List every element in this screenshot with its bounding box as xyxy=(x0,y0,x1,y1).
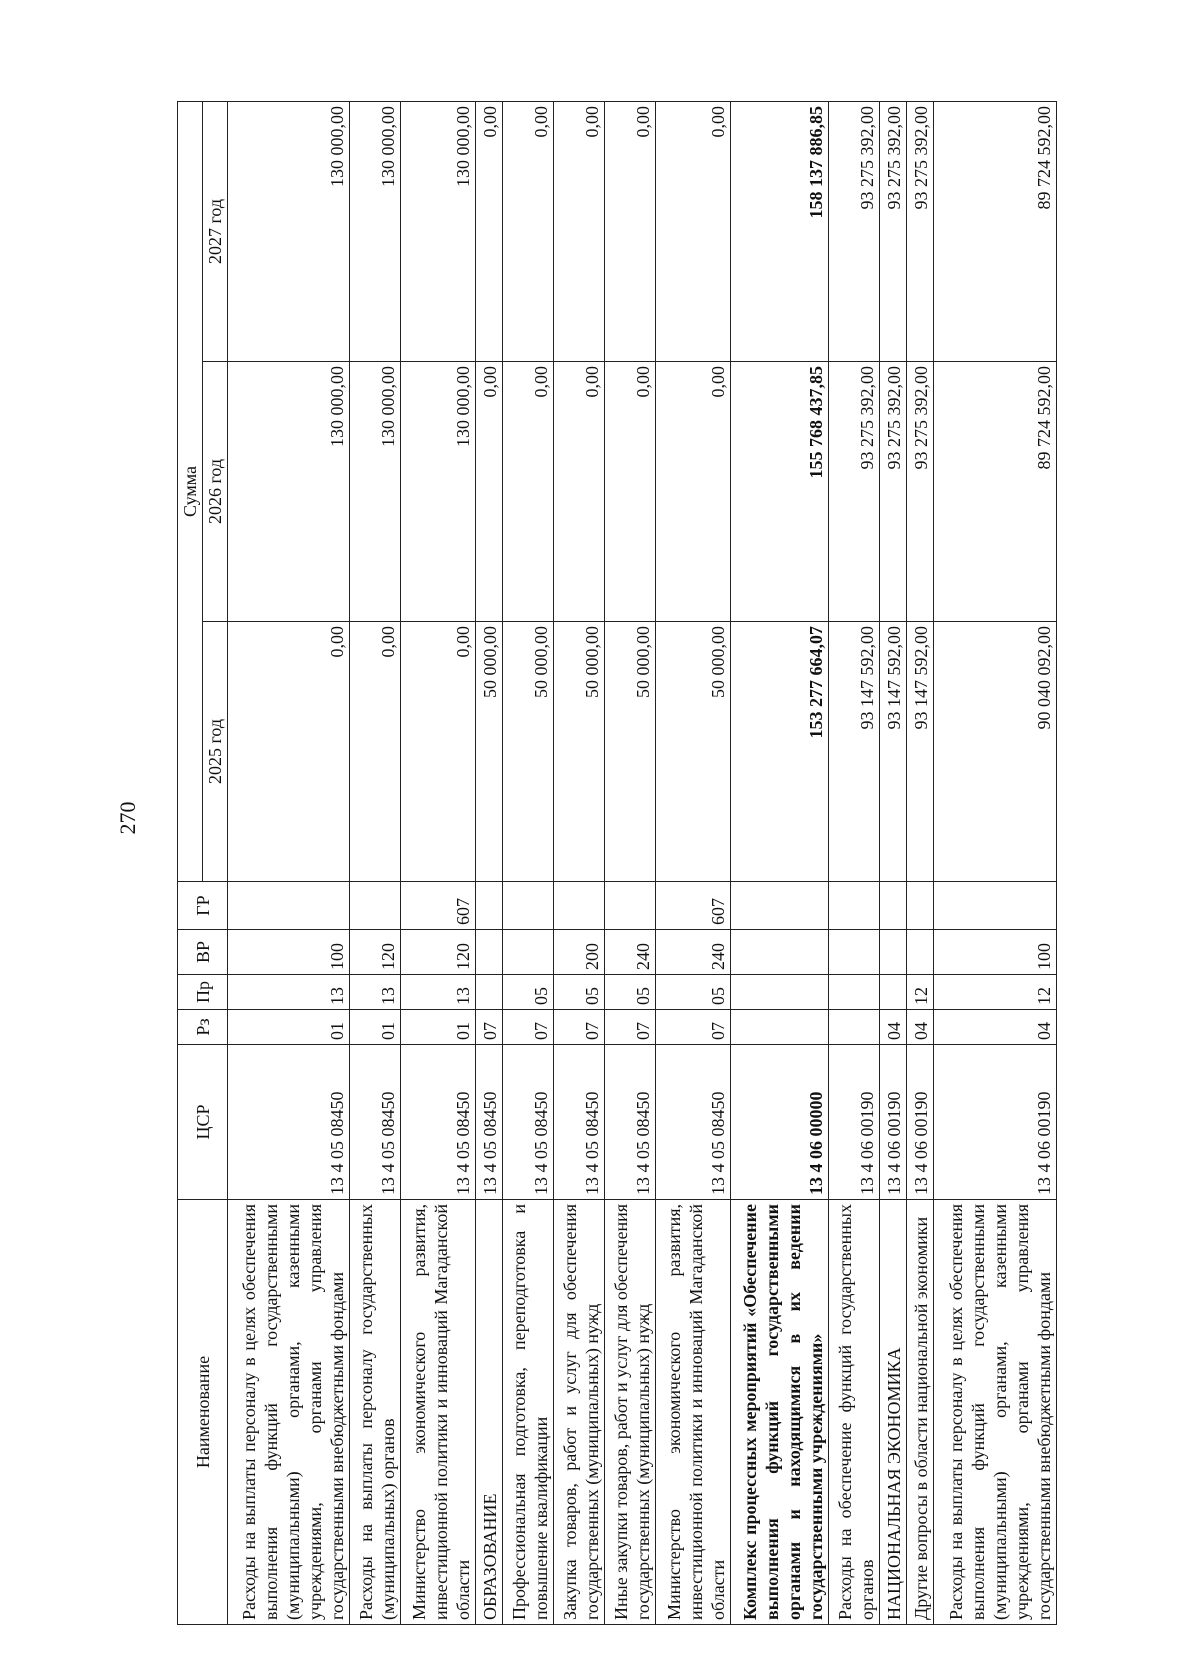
cell-rz xyxy=(829,1010,880,1045)
header-name: Наименование xyxy=(178,1200,228,1625)
cell-vr: 120 xyxy=(350,930,401,975)
cell-2025: 0,00 xyxy=(401,622,476,882)
table-row xyxy=(934,101,1057,1624)
cell-rz: 07 xyxy=(503,1010,554,1045)
cell-name: Министерство экономического развития, инвестиционной политики и инноваций Магаданской области xyxy=(655,1200,730,1625)
cell-2025: 0,00 xyxy=(228,622,350,882)
cell-pr: 12 xyxy=(934,975,1057,1010)
cell-rz: 04 xyxy=(880,1010,907,1045)
cell-csr: 13 4 05 08450 xyxy=(554,1045,605,1200)
cell-rz: 04 xyxy=(934,1010,1057,1045)
cell-csr: 13 4 05 08450 xyxy=(655,1045,730,1200)
cell-gr: 607 xyxy=(401,882,476,930)
table-row xyxy=(476,101,503,1624)
cell-rz: 01 xyxy=(228,1010,350,1045)
cell-name: Расходы на выплаты персоналу в целях обеспечения выполнения функций государственными (муниципальными) органами, казенными учреждениями, органами управления государственными внебюджетными фондами xyxy=(228,1200,350,1625)
cell-vr: 120 xyxy=(401,930,476,975)
cell-pr: 05 xyxy=(503,975,554,1010)
cell-vr: 240 xyxy=(655,930,730,975)
table-row xyxy=(350,101,401,1624)
cell-2026: 0,00 xyxy=(503,362,554,622)
cell-gr xyxy=(228,882,350,930)
header-2025: 2025 год xyxy=(203,622,228,882)
cell-pr: 13 xyxy=(228,975,350,1010)
cell-rz: 01 xyxy=(401,1010,476,1045)
cell-2026: 0,00 xyxy=(476,362,503,622)
header-vr: ВР xyxy=(178,930,228,975)
cell-gr xyxy=(907,882,934,930)
cell-pr: 12 xyxy=(907,975,934,1010)
cell-2027: 158 137 886,85 xyxy=(730,101,829,361)
cell-2027: 0,00 xyxy=(503,101,554,361)
table-row xyxy=(829,101,880,1624)
cell-2027: 93 275 392,00 xyxy=(829,101,880,361)
table-container xyxy=(177,102,1057,1625)
cell-name: Профессиональная подготовка, переподготовка и повышение квалификации xyxy=(503,1200,554,1625)
cell-2027: 130 000,00 xyxy=(228,101,350,361)
cell-2027: 0,00 xyxy=(605,101,656,361)
cell-gr xyxy=(503,882,554,930)
cell-2026: 93 275 392,00 xyxy=(880,362,907,622)
cell-2026: 155 768 437,85 xyxy=(730,362,829,622)
cell-pr xyxy=(730,975,829,1010)
cell-pr xyxy=(476,975,503,1010)
cell-rz: 07 xyxy=(605,1010,656,1045)
cell-gr xyxy=(730,882,829,930)
cell-name: НАЦИОНАЛЬНАЯ ЭКОНОМИКА xyxy=(880,1200,907,1625)
table-row xyxy=(730,101,829,1624)
cell-2027: 0,00 xyxy=(655,101,730,361)
cell-2025: 50 000,00 xyxy=(503,622,554,882)
cell-vr xyxy=(880,930,907,975)
cell-vr xyxy=(829,930,880,975)
cell-gr xyxy=(476,882,503,930)
cell-gr xyxy=(554,882,605,930)
cell-2025: 50 000,00 xyxy=(554,622,605,882)
cell-gr xyxy=(605,882,656,930)
table-row xyxy=(503,101,554,1624)
cell-2026: 130 000,00 xyxy=(228,362,350,622)
cell-csr: 13 4 05 08450 xyxy=(476,1045,503,1200)
header-2027: 2027 год xyxy=(203,101,228,361)
cell-name: Расходы на обеспечение функций государственных органов xyxy=(829,1200,880,1625)
cell-csr: 13 4 06 00190 xyxy=(880,1045,907,1200)
cell-vr xyxy=(476,930,503,975)
cell-csr: 13 4 06 00190 xyxy=(907,1045,934,1200)
cell-2027: 93 275 392,00 xyxy=(907,101,934,361)
table-row xyxy=(880,101,907,1624)
cell-pr: 05 xyxy=(554,975,605,1010)
cell-2026: 130 000,00 xyxy=(350,362,401,622)
cell-2026: 0,00 xyxy=(655,362,730,622)
cell-2026: 93 275 392,00 xyxy=(907,362,934,622)
cell-rz: 01 xyxy=(350,1010,401,1045)
header-csr: ЦСР xyxy=(178,1045,228,1200)
cell-gr xyxy=(934,882,1057,930)
table-row xyxy=(401,101,476,1624)
table-body xyxy=(228,101,1057,1624)
cell-rz xyxy=(730,1010,829,1045)
cell-vr: 240 xyxy=(605,930,656,975)
cell-2027: 130 000,00 xyxy=(350,101,401,361)
cell-2025: 50 000,00 xyxy=(476,622,503,882)
cell-2026: 93 275 392,00 xyxy=(829,362,880,622)
cell-csr: 13 4 05 08450 xyxy=(401,1045,476,1200)
cell-2025: 50 000,00 xyxy=(605,622,656,882)
cell-name: Другие вопросы в области национальной экономики xyxy=(907,1200,934,1625)
cell-vr: 200 xyxy=(554,930,605,975)
table-row xyxy=(655,101,730,1624)
cell-pr xyxy=(829,975,880,1010)
cell-2025: 93 147 592,00 xyxy=(880,622,907,882)
cell-vr xyxy=(730,930,829,975)
table-row xyxy=(907,101,934,1624)
cell-2025: 93 147 592,00 xyxy=(907,622,934,882)
table-row xyxy=(554,101,605,1624)
cell-gr xyxy=(829,882,880,930)
cell-2027: 89 724 592,00 xyxy=(934,101,1057,361)
cell-2027: 130 000,00 xyxy=(401,101,476,361)
cell-name: Иные закупки товаров, работ и услуг для обеспечения государственных (муниципальных) нужд xyxy=(605,1200,656,1625)
cell-2026: 130 000,00 xyxy=(401,362,476,622)
cell-2026: 89 724 592,00 xyxy=(934,362,1057,622)
cell-name: Комплекс процессных мероприятий «Обеспечение выполнения функций государственными органами и находящимися в их ведении государственными учреждениями» xyxy=(730,1200,829,1625)
cell-name: ОБРАЗОВАНИЕ xyxy=(476,1200,503,1625)
cell-2025: 50 000,00 xyxy=(655,622,730,882)
cell-rz: 07 xyxy=(476,1010,503,1045)
cell-pr: 13 xyxy=(401,975,476,1010)
cell-vr xyxy=(907,930,934,975)
cell-name: Расходы на выплаты персоналу в целях обеспечения выполнения функций государственными (муниципальными) органами, казенными учреждениями, органами управления государственными внебюджетными фондами xyxy=(934,1200,1057,1625)
cell-vr xyxy=(503,930,554,975)
cell-gr: 607 xyxy=(655,882,730,930)
cell-pr: 05 xyxy=(655,975,730,1010)
table-row xyxy=(228,101,350,1624)
cell-csr: 13 4 05 08450 xyxy=(605,1045,656,1200)
cell-csr: 13 4 06 00190 xyxy=(934,1045,1057,1200)
cell-pr: 13 xyxy=(350,975,401,1010)
cell-name: Министерство экономического развития, инвестиционной политики и инноваций Магаданской области xyxy=(401,1200,476,1625)
header-sum: Сумма xyxy=(178,101,203,881)
cell-rz: 04 xyxy=(907,1010,934,1045)
cell-2027: 0,00 xyxy=(554,101,605,361)
cell-csr: 13 4 06 00000 xyxy=(730,1045,829,1200)
header-pr: Пр xyxy=(178,975,228,1010)
header-rz: Рз xyxy=(178,1010,228,1045)
header-gr: ГР xyxy=(178,882,228,930)
cell-csr: 13 4 06 00190 xyxy=(829,1045,880,1200)
cell-csr: 13 4 05 08450 xyxy=(350,1045,401,1200)
page-number: 270 xyxy=(115,801,140,835)
cell-rz: 07 xyxy=(554,1010,605,1045)
cell-rz: 07 xyxy=(655,1010,730,1045)
cell-2025: 0,00 xyxy=(350,622,401,882)
cell-2025: 90 040 092,00 xyxy=(934,622,1057,882)
cell-2026: 0,00 xyxy=(605,362,656,622)
cell-pr xyxy=(880,975,907,1010)
cell-vr: 100 xyxy=(228,930,350,975)
cell-2026: 0,00 xyxy=(554,362,605,622)
cell-pr: 05 xyxy=(605,975,656,1010)
cell-2025: 93 147 592,00 xyxy=(829,622,880,882)
table-row xyxy=(605,101,656,1624)
cell-csr: 13 4 05 08450 xyxy=(228,1045,350,1200)
header-2026: 2026 год xyxy=(203,362,228,622)
cell-2027: 93 275 392,00 xyxy=(880,101,907,361)
cell-gr xyxy=(880,882,907,930)
cell-csr: 13 4 05 08450 xyxy=(503,1045,554,1200)
budget-table xyxy=(177,101,1057,1625)
cell-2027: 0,00 xyxy=(476,101,503,361)
cell-name: Закупка товаров, работ и услуг для обеспечения государственных (муниципальных) нужд xyxy=(554,1200,605,1625)
cell-name: Расходы на выплаты персоналу государственных (муниципальных) органов xyxy=(350,1200,401,1625)
cell-2025: 153 277 664,07 xyxy=(730,622,829,882)
cell-gr xyxy=(350,882,401,930)
cell-vr: 100 xyxy=(934,930,1057,975)
